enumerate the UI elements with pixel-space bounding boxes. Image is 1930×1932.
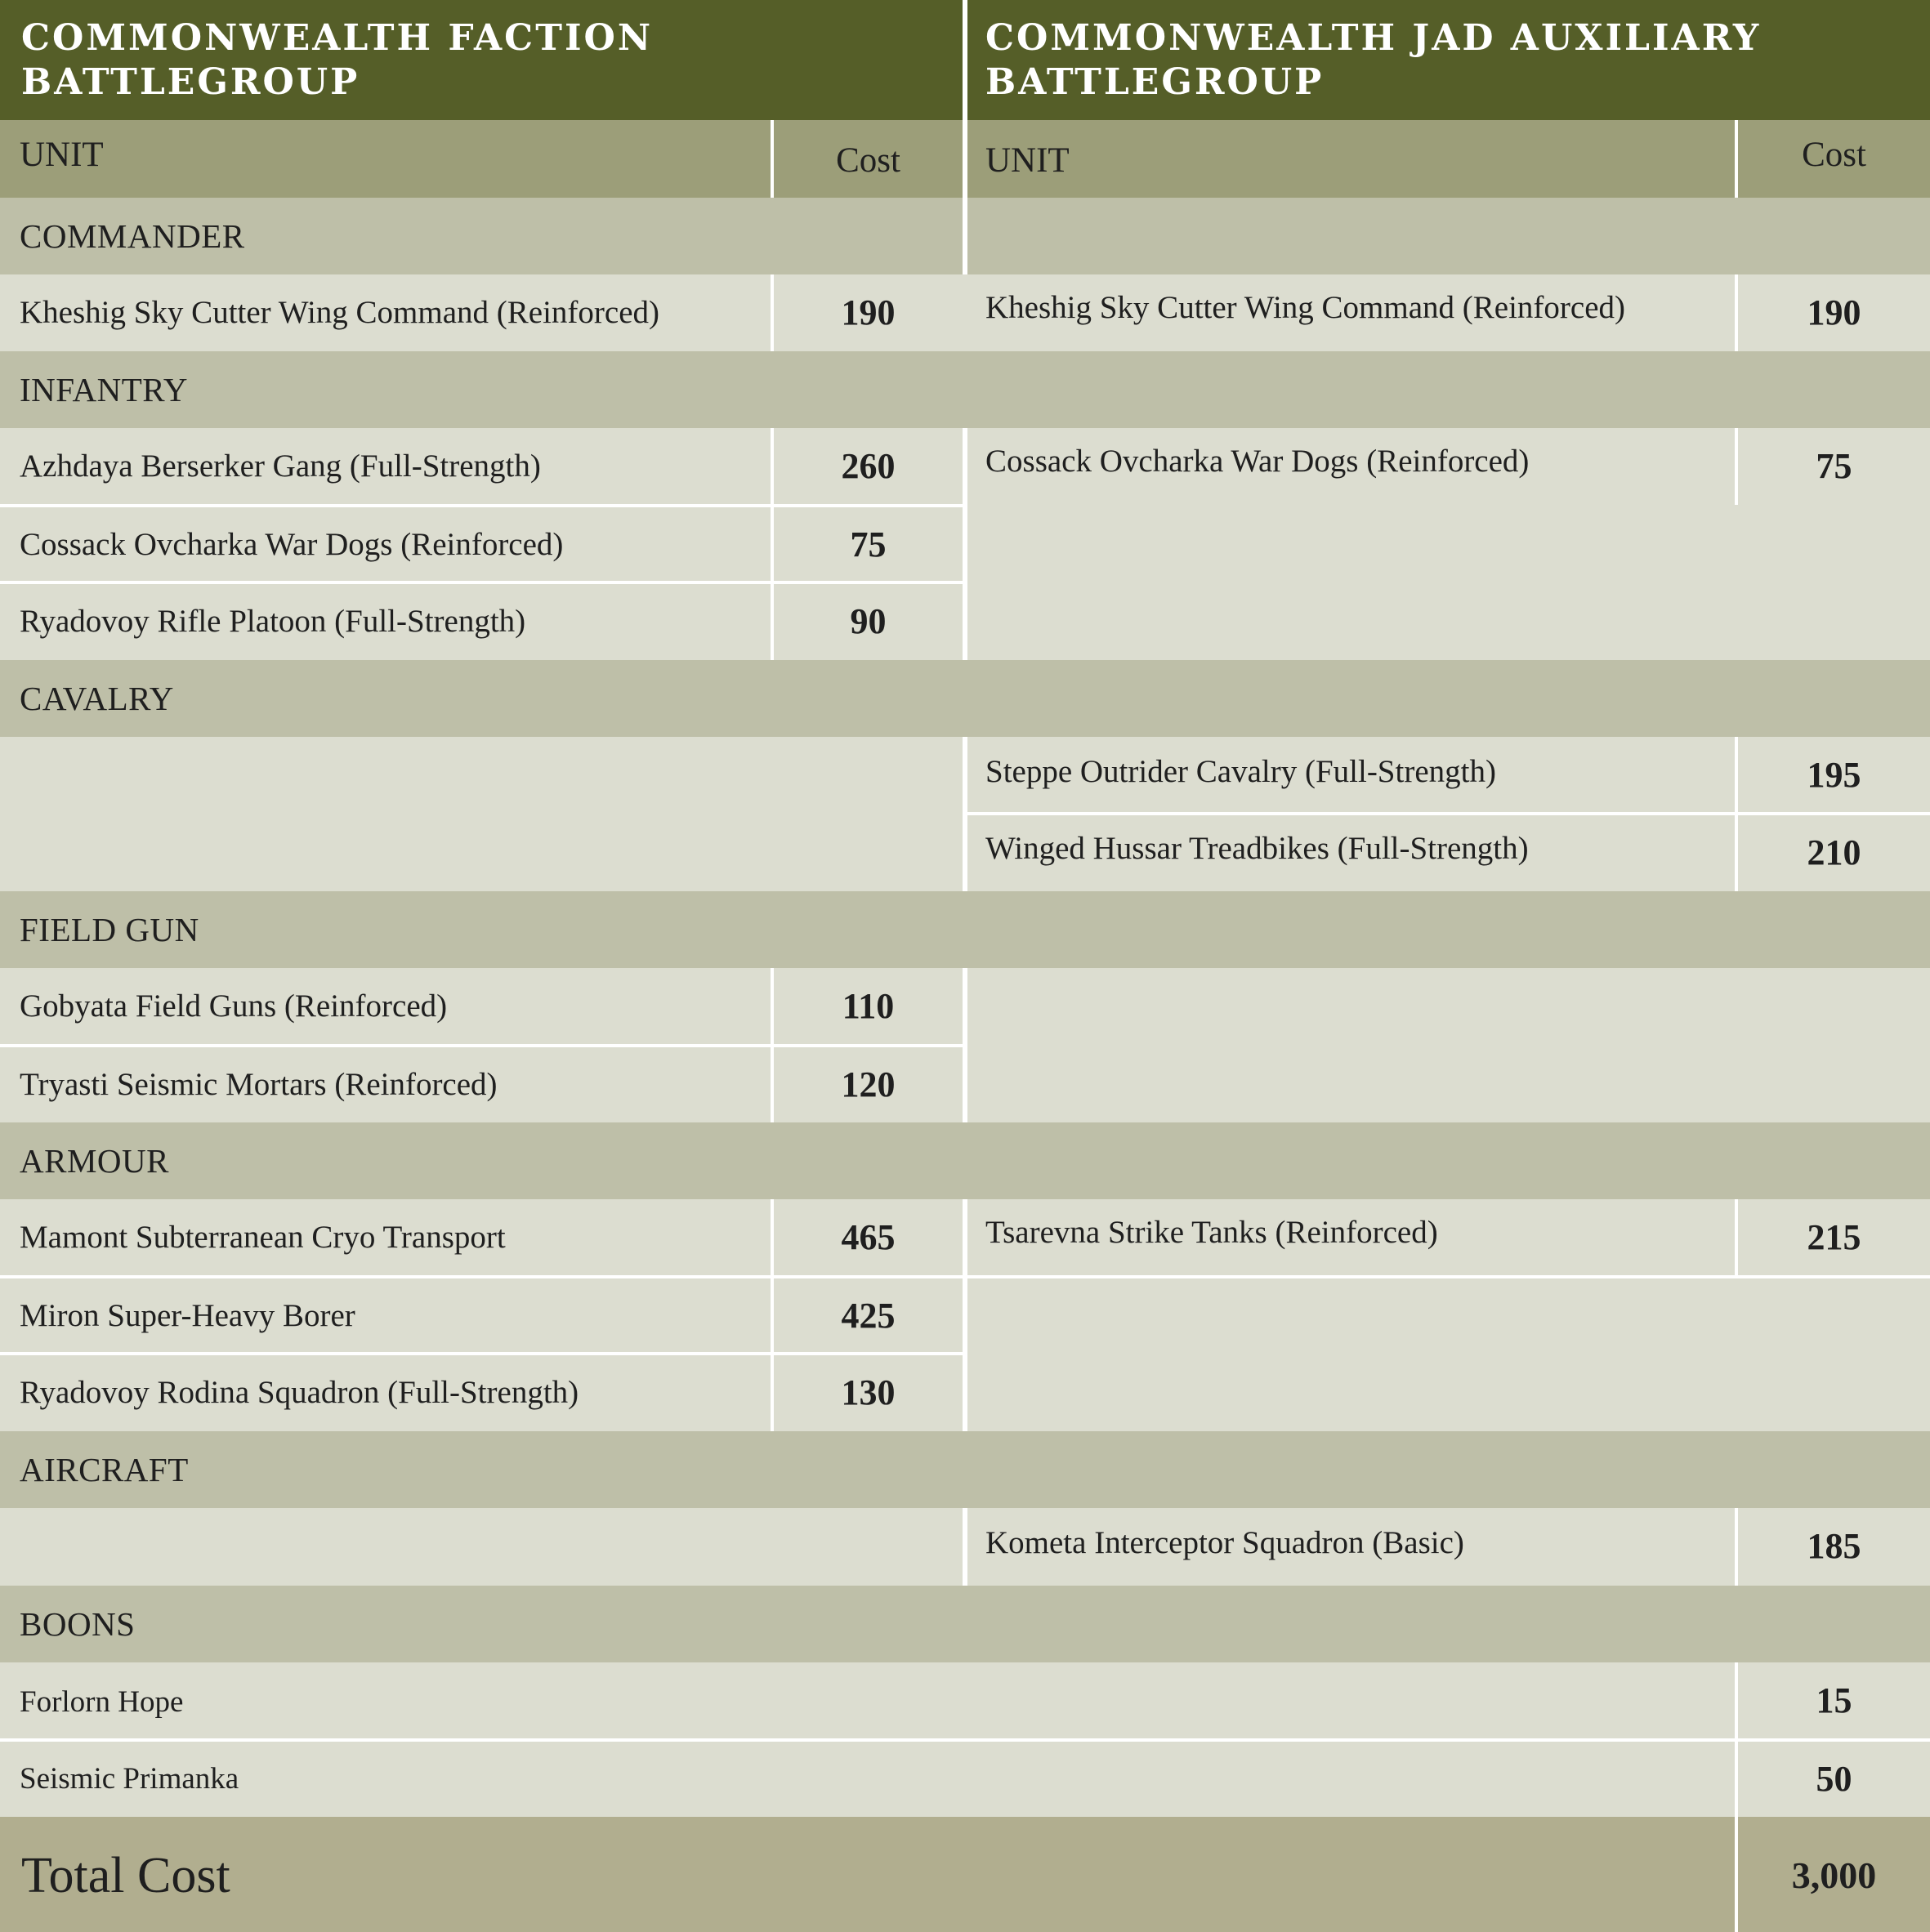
right-unit-cost: 185 [1807, 1526, 1861, 1566]
right-unit-name: Tsarevna Strike Tanks (Reinforced) [985, 1215, 1438, 1250]
left-unit-name: Tryasti Seismic Mortars (Reinforced) [20, 1067, 498, 1102]
category-band-armour [0, 1122, 1930, 1199]
category-cavalry: CAVALRY [20, 680, 174, 717]
category-aircraft: AIRCRAFT [20, 1451, 189, 1488]
right-unit-cost: 195 [1807, 755, 1861, 795]
column-divider [963, 1199, 967, 1431]
right-unit-cost: 75 [1816, 446, 1852, 486]
total-cost-value: 3,000 [1791, 1854, 1877, 1896]
category-field-gun: FIELD GUN [20, 911, 199, 948]
category-band-cavalry [0, 660, 1930, 737]
right-unit-cost: 210 [1807, 832, 1861, 872]
left-unit-name: Cossack Ovcharka War Dogs (Reinforced) [20, 527, 564, 562]
right-unit-header: UNIT [985, 141, 1070, 180]
left-unit-cost: 190 [841, 292, 896, 332]
total-cost-label: Total Cost [21, 1848, 230, 1903]
left-unit-header: UNIT [20, 136, 104, 174]
right-unit-cost: 215 [1807, 1217, 1861, 1257]
left-unit-cost: 90 [850, 601, 887, 641]
boon-name: Forlorn Hope [20, 1685, 184, 1719]
left-unit-name: Azhdaya Berserker Gang (Full-Strength) [20, 448, 541, 484]
left-unit-cost: 120 [841, 1064, 896, 1104]
category-band-infantry [0, 351, 1930, 428]
left-battlegroup-title: COMMONWEALTH FACTION BATTLEGROUP [21, 17, 654, 103]
left-unit-name: Mamont Subterranean Cryo Transport [20, 1220, 506, 1255]
row-divider [0, 1738, 1930, 1742]
left-unit-cost: 110 [842, 986, 895, 1026]
boon-name: Seismic Primanka [20, 1762, 239, 1796]
left-unit-name: Gobyata Field Guns (Reinforced) [20, 988, 448, 1024]
category-boons: BOONS [20, 1605, 136, 1643]
category-infantry: INFANTRY [20, 371, 188, 408]
category-band-boons [0, 1586, 1930, 1662]
left-unit-name: Kheshig Sky Cutter Wing Command (Reinforced) [20, 295, 660, 330]
right-unit-name: Cossack Ovcharka War Dogs (Reinforced) [985, 444, 1530, 479]
left-unit-name: Ryadovoy Rodina Squadron (Full-Strength) [20, 1375, 579, 1410]
column-divider [963, 968, 967, 1122]
column-divider [963, 0, 967, 274]
left-cost-header: Cost [836, 141, 900, 180]
boon-cost: 15 [1816, 1680, 1852, 1720]
right-unit-name: Kometa Interceptor Squadron (Basic) [985, 1525, 1464, 1560]
right-unit-name: Steppe Outrider Cavalry (Full-Strength) [985, 754, 1496, 789]
left-unit-cost: 130 [841, 1372, 896, 1412]
column-divider [963, 428, 967, 660]
right-cost-header: Cost [1802, 136, 1866, 174]
left-unit-name: Miron Super-Heavy Borer [20, 1298, 355, 1333]
category-commander: COMMANDER [20, 217, 245, 255]
left-unit-cost: 260 [841, 446, 896, 486]
left-unit-cost: 425 [841, 1296, 896, 1336]
left-unit-cost: 75 [850, 524, 887, 564]
left-unit-name: Ryadovoy Rifle Platoon (Full-Strength) [20, 604, 526, 639]
category-band-field-gun [0, 891, 1930, 968]
column-divider [963, 1508, 967, 1586]
right-unit-name: Kheshig Sky Cutter Wing Command (Reinforced) [985, 290, 1626, 325]
right-unit-cost: 190 [1807, 292, 1861, 332]
category-armour: ARMOUR [20, 1142, 169, 1180]
boon-cost: 50 [1816, 1759, 1852, 1799]
category-band-aircraft [0, 1431, 1930, 1508]
right-unit-name: Winged Hussar Treadbikes (Full-Strength) [985, 831, 1529, 866]
right-battlegroup-title: COMMONWEALTH JAD AUXILIARY BATTLEGROUP [985, 17, 1762, 103]
total-band [0, 1817, 1930, 1932]
left-unit-cost: 465 [841, 1217, 896, 1257]
